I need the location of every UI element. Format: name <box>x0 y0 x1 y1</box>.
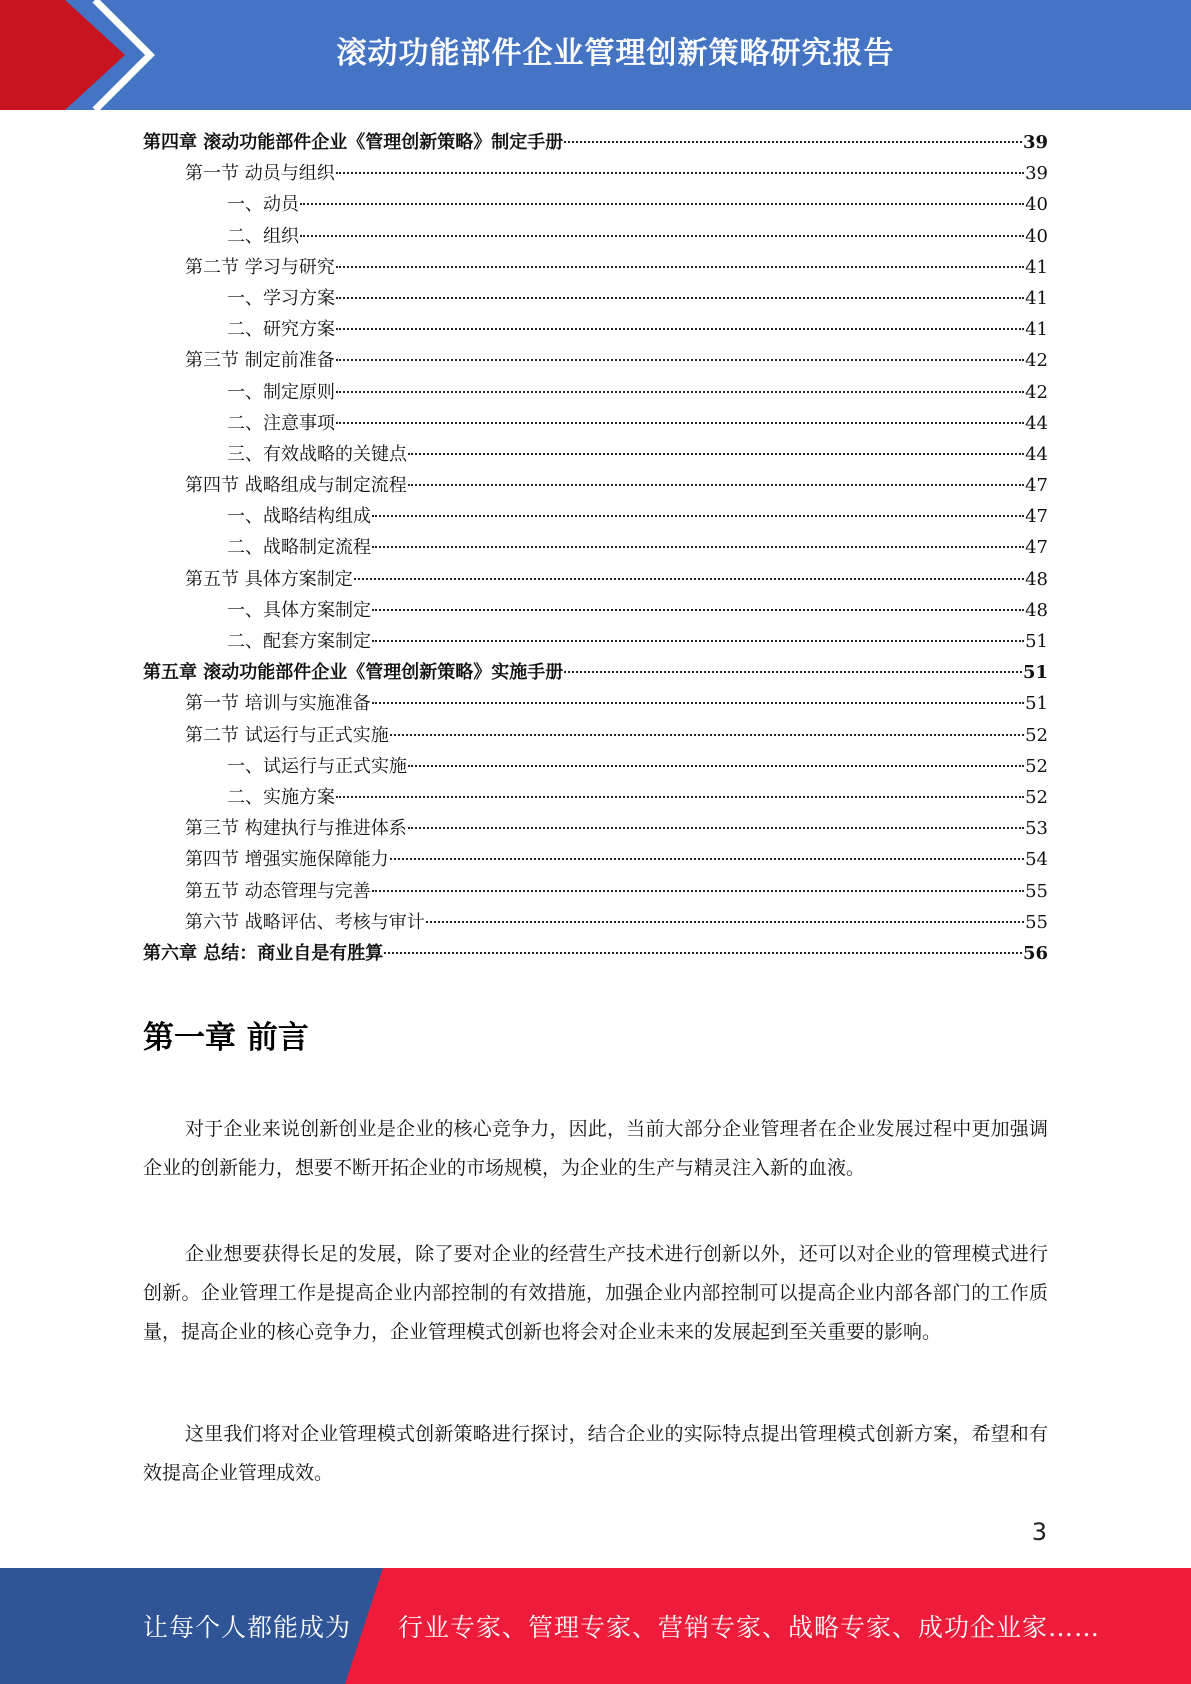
toc-entry[interactable] <box>143 844 1048 875</box>
toc-entry-title: 一、学习方案 <box>227 287 335 309</box>
toc-entry-page: 40 <box>1025 194 1048 216</box>
body-paragraph-2: 企业想要获得长足的发展，除了要对企业的经营生产技术进行创新以外，还可以对企业的管理模式进行创新。企业管理工作是提高企业内部控制的有效措施，加强企业内部控制可以提高企业内部各部门的工作质量，提高企业的核心竞争力，企业管理模式创新也将会对企业未来的发展起到至关重要的影响。 <box>143 1243 1048 1343</box>
toc-entry-page: 52 <box>1025 755 1048 777</box>
toc-dot-leader <box>426 921 1024 923</box>
toc-entry[interactable] <box>143 564 1048 595</box>
page-header <box>0 0 1191 110</box>
toc-entry-page: 41 <box>1025 256 1048 278</box>
toc-entry-title: 一、动员 <box>227 194 299 216</box>
toc-dot-leader <box>336 391 1024 393</box>
toc-dot-leader <box>372 640 1024 642</box>
toc-entry-title: 二、实施方案 <box>227 786 335 808</box>
toc-entry[interactable] <box>143 720 1048 751</box>
toc-entry-page: 52 <box>1025 786 1048 808</box>
toc-entry-page: 55 <box>1025 911 1048 933</box>
toc-entry-title: 第二节 学习与研究 <box>185 256 335 278</box>
toc-entry-page: 48 <box>1025 568 1048 590</box>
toc-entry-title: 一、试运行与正式实施 <box>227 755 407 777</box>
toc-entry-page: 54 <box>1025 849 1048 871</box>
footer-slogan-right: 行业专家、管理专家、营销专家、战略专家、成功企业家…… <box>398 1613 1101 1642</box>
toc-entry-page: 39 <box>1022 132 1048 153</box>
toc-entry-title: 二、战略制定流程 <box>227 537 371 559</box>
toc-entry-title: 第五节 具体方案制定 <box>185 568 353 590</box>
toc-dot-leader <box>372 546 1024 548</box>
toc-dot-leader <box>336 796 1024 798</box>
toc-entry[interactable] <box>143 532 1048 563</box>
toc-entry-title: 第六节 战略评估、考核与审计 <box>185 911 425 933</box>
chapter-title: 第一章 前言 <box>143 1020 309 1056</box>
toc-entry-page: 40 <box>1025 225 1048 247</box>
toc-entry-page: 51 <box>1025 631 1048 652</box>
toc-entry-page: 52 <box>1025 724 1048 746</box>
toc-entry-title: 一、制定原则 <box>227 381 335 403</box>
toc-entry-page: 41 <box>1025 287 1048 309</box>
report-title: 滚动功能部件企业管理创新策略研究报告 <box>336 36 895 71</box>
toc-entry-page: 42 <box>1025 350 1048 372</box>
toc-entry[interactable] <box>143 938 1048 969</box>
page-number: 3 <box>1031 1518 1047 1546</box>
toc-dot-leader <box>300 203 1024 205</box>
toc-entry-page: 55 <box>1025 880 1048 902</box>
toc-entry-page: 53 <box>1025 818 1048 840</box>
toc-dot-leader <box>390 734 1024 736</box>
toc-dot-leader <box>372 890 1024 892</box>
toc-entry-page: 48 <box>1025 599 1048 621</box>
toc-entry-title: 第二节 试运行与正式实施 <box>185 724 389 746</box>
toc-entry[interactable] <box>143 751 1048 782</box>
toc-entry[interactable] <box>143 345 1048 376</box>
toc-dot-leader <box>390 858 1024 860</box>
toc-entry[interactable] <box>143 439 1048 470</box>
toc-entry-title: 二、研究方案 <box>227 319 335 341</box>
toc-dot-leader <box>336 266 1024 268</box>
toc-entry-page: 47 <box>1025 537 1048 559</box>
toc-entry-page: 41 <box>1025 319 1048 341</box>
toc-entry[interactable] <box>143 158 1048 189</box>
toc-entry-title: 第三节 构建执行与推进体系 <box>185 818 407 840</box>
toc-entry-title: 第四章 滚动功能部件企业《管理创新策略》制定手册 <box>143 132 564 153</box>
toc-entry-title: 第一节 培训与实施准备 <box>185 693 371 715</box>
table-of-contents <box>143 127 1048 969</box>
toc-dot-leader <box>336 297 1024 299</box>
toc-dot-leader <box>300 235 1024 237</box>
toc-entry-title: 二、注意事项 <box>227 412 335 434</box>
toc-entry[interactable] <box>143 876 1048 907</box>
toc-dot-leader <box>336 172 1024 174</box>
toc-entry-title: 第一节 动员与组织 <box>185 163 335 185</box>
toc-entry[interactable] <box>143 501 1048 532</box>
toc-entry[interactable] <box>143 189 1048 220</box>
toc-entry-page: 47 <box>1025 506 1048 528</box>
toc-entry[interactable] <box>143 782 1048 813</box>
toc-entry-title: 一、具体方案制定 <box>227 599 371 621</box>
toc-entry[interactable] <box>143 314 1048 345</box>
toc-dot-leader <box>354 578 1024 580</box>
toc-entry[interactable] <box>143 127 1048 158</box>
toc-entry-title: 第三节 制定前准备 <box>185 350 335 372</box>
toc-entry[interactable] <box>143 595 1048 626</box>
toc-entry[interactable] <box>143 470 1048 501</box>
toc-dot-leader <box>384 952 1022 954</box>
toc-entry[interactable] <box>143 377 1048 408</box>
toc-entry-page: 42 <box>1025 381 1048 403</box>
toc-dot-leader <box>336 328 1024 330</box>
toc-dot-leader <box>408 827 1024 829</box>
toc-entry-page: 39 <box>1025 163 1048 185</box>
toc-dot-leader <box>336 422 1024 424</box>
toc-dot-leader <box>564 141 1022 143</box>
toc-dot-leader <box>408 484 1024 486</box>
footer-slogan-left: 让每个人都能成为 <box>143 1613 352 1642</box>
toc-entry-title: 二、组织 <box>227 225 299 247</box>
toc-dot-leader <box>408 453 1024 455</box>
toc-entry-page: 44 <box>1025 443 1048 465</box>
toc-entry[interactable] <box>143 283 1048 314</box>
toc-entry[interactable] <box>143 688 1048 719</box>
toc-entry[interactable] <box>143 626 1048 657</box>
toc-entry[interactable] <box>143 657 1048 688</box>
toc-entry-page: 56 <box>1022 942 1048 964</box>
toc-entry[interactable] <box>143 408 1048 439</box>
toc-entry-title: 二、配套方案制定 <box>227 631 371 652</box>
toc-entry-page: 44 <box>1025 412 1048 434</box>
toc-entry-title: 第五章 滚动功能部件企业《管理创新策略》实施手册 <box>143 662 564 684</box>
toc-dot-leader <box>372 702 1024 704</box>
toc-dot-leader <box>408 765 1024 767</box>
toc-dot-leader <box>372 515 1024 517</box>
toc-entry-page: 47 <box>1025 475 1048 497</box>
toc-entry-page: 51 <box>1025 693 1048 715</box>
toc-entry-title: 第六章 总结：商业自是有胜算 <box>143 942 384 964</box>
body-paragraph-1: 对于企业来说创新创业是企业的核心竞争力，因此，当前大部分企业管理者在企业发展过程中更加强调企业的创新能力，想要不断开拓企业的市场规模，为企业的生产与精灵注入新的血液。 <box>143 1118 1048 1179</box>
toc-entry[interactable] <box>143 813 1048 844</box>
page-footer <box>0 1568 1191 1684</box>
toc-entry[interactable] <box>143 907 1048 938</box>
toc-dot-leader <box>336 359 1024 361</box>
toc-entry-title: 第四节 战略组成与制定流程 <box>185 475 407 497</box>
toc-entry-title: 第四节 增强实施保障能力 <box>185 849 389 871</box>
toc-dot-leader <box>372 609 1024 611</box>
toc-entry-title: 一、战略结构组成 <box>227 506 371 528</box>
toc-dot-leader <box>564 671 1022 673</box>
toc-entry-title: 三、有效战略的关键点 <box>227 443 407 465</box>
toc-entry[interactable] <box>143 252 1048 283</box>
body-paragraph-3: 这里我们将对企业管理模式创新策略进行探讨，结合企业的实际特点提出管理模式创新方案，希望和有效提高企业管理成效。 <box>143 1423 1048 1484</box>
toc-entry-page: 51 <box>1022 662 1048 684</box>
toc-entry[interactable] <box>143 221 1048 252</box>
toc-entry-title: 第五节 动态管理与完善 <box>185 880 371 902</box>
